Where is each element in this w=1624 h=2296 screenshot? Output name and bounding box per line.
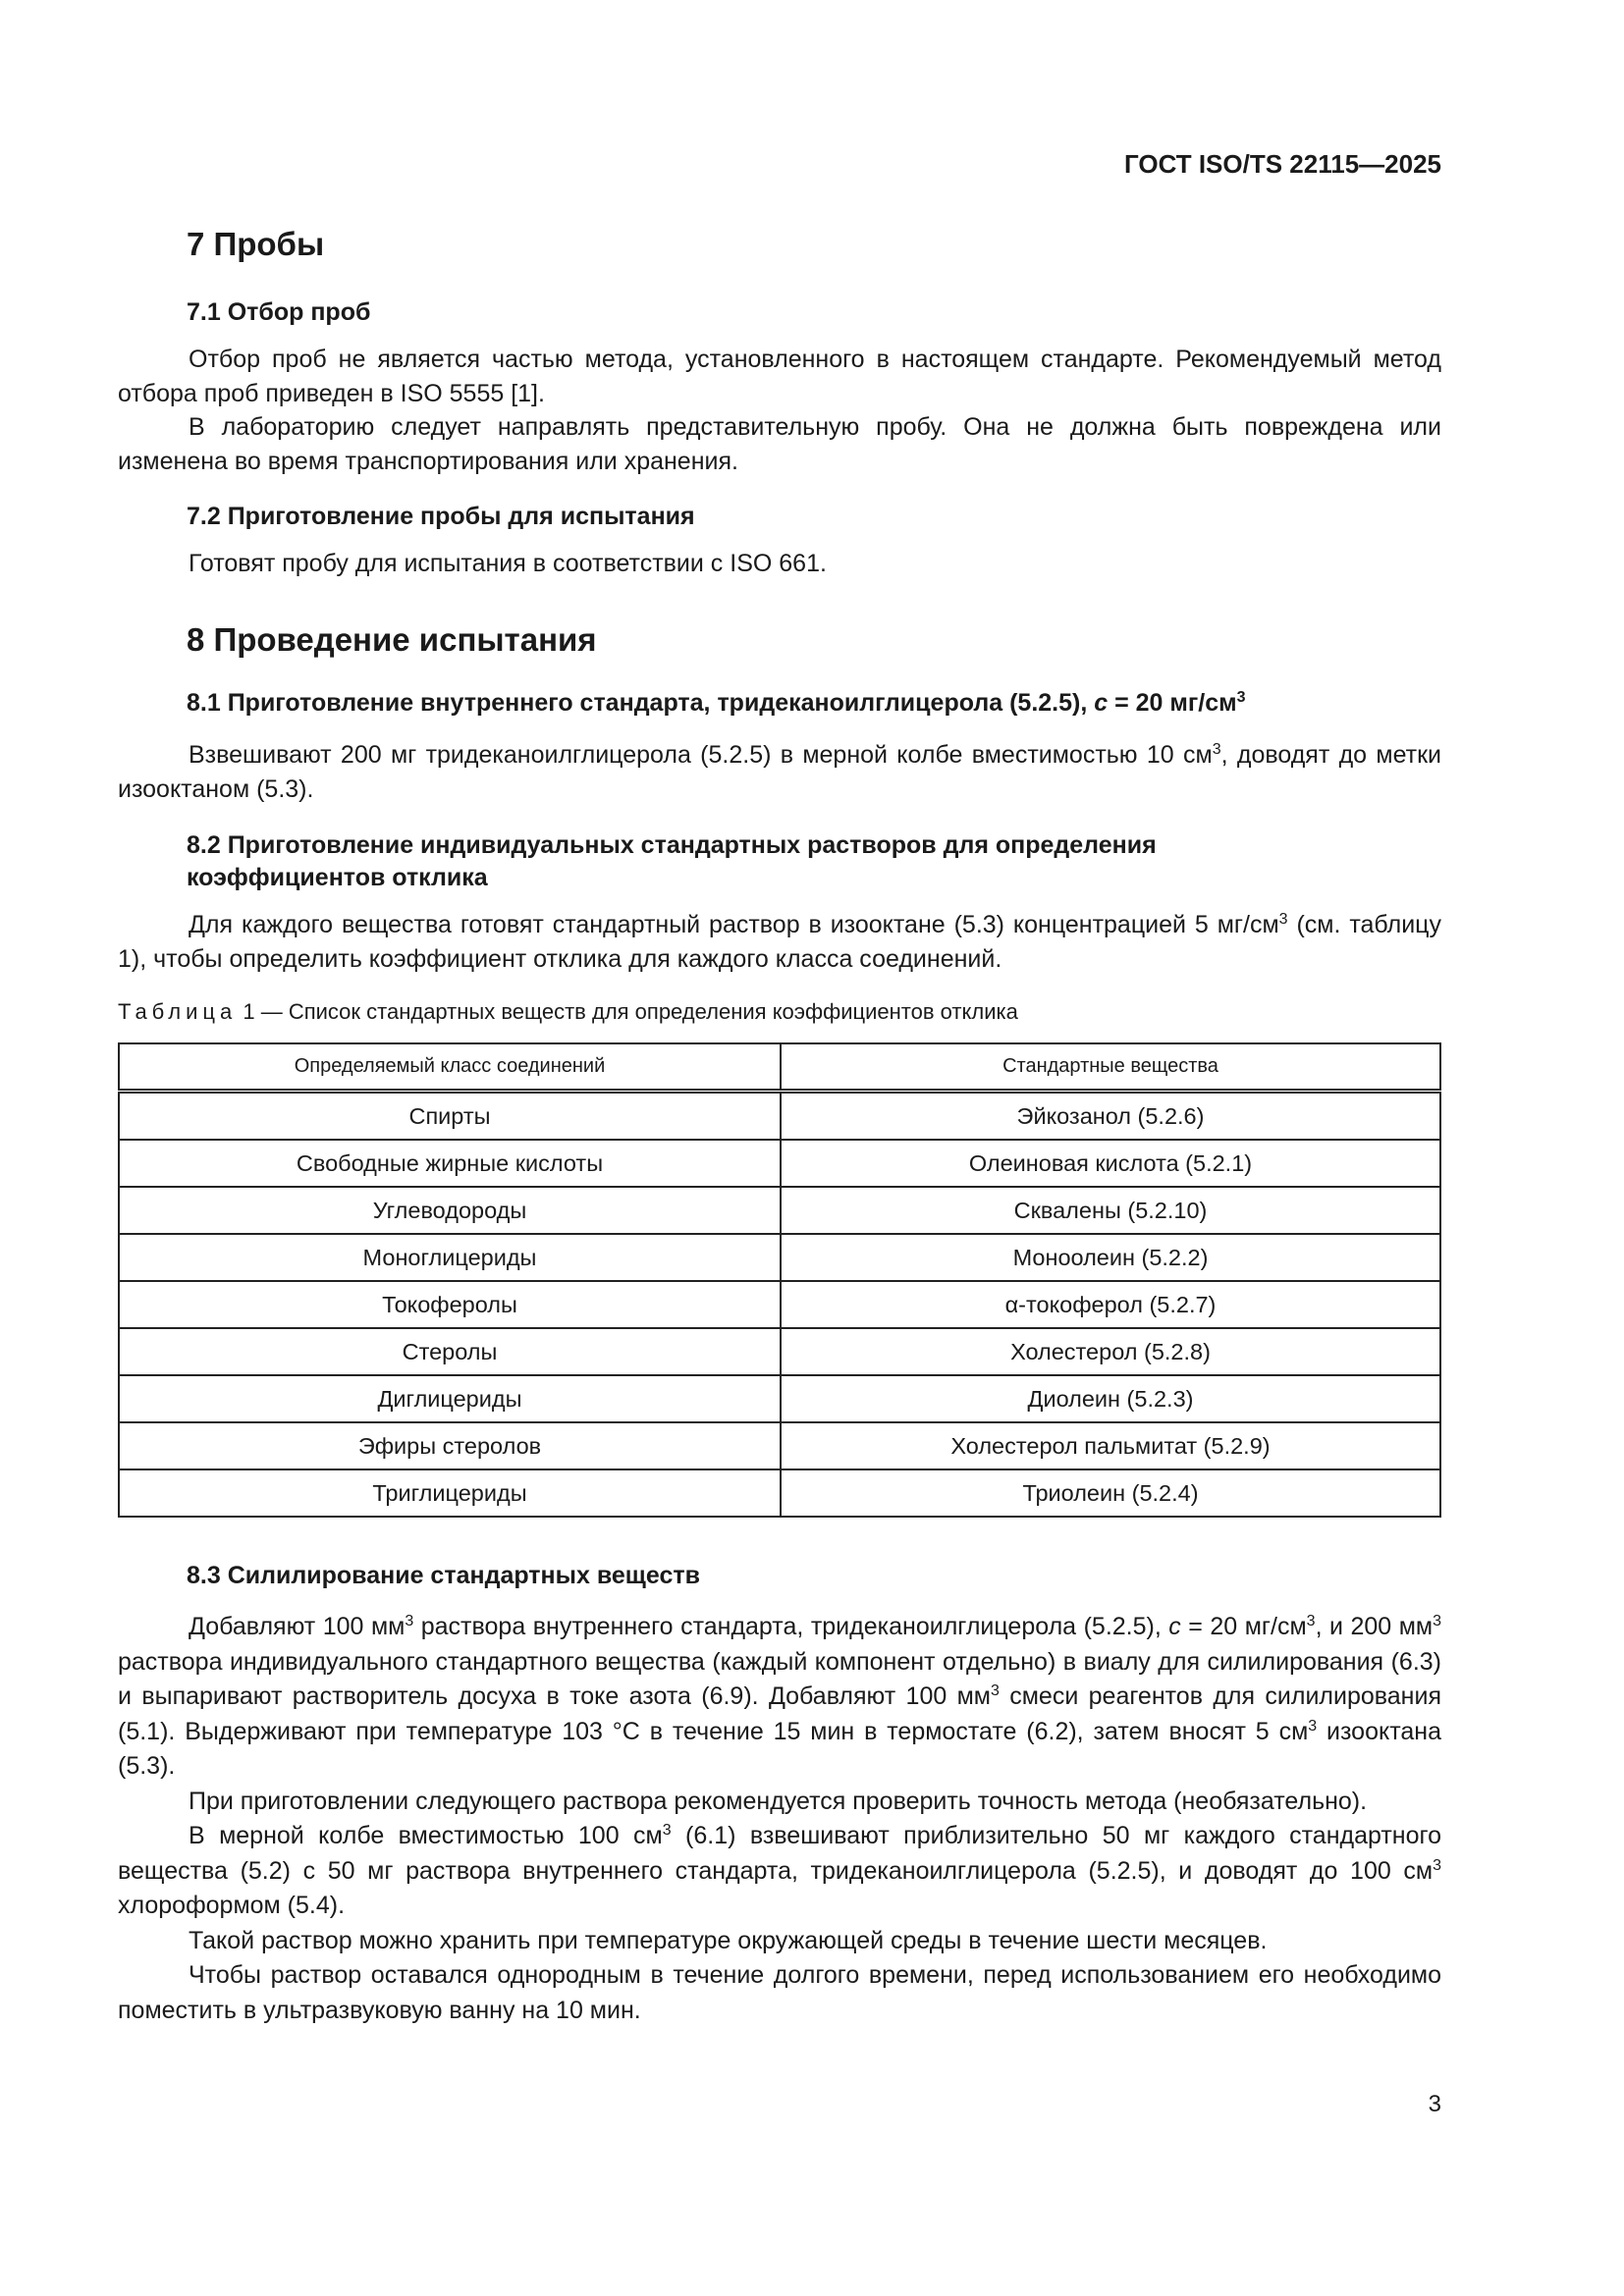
- section-7-1-title: 7.1 Отбор проб: [187, 298, 371, 326]
- section-8-title: 8 Проведение испытания: [187, 621, 597, 658]
- table-row: [119, 1469, 1440, 1517]
- paragraph: Для каждого вещества готовят стандартный раствор в изооктане (5.3) концентрацией 5 $мг/см^3$ (см. таблицу 1), чтобы определить коэффициент отклика для каждого класса соединений.: [118, 911, 1441, 973]
- section-7-2-text: [118, 547, 1441, 581]
- section-7-1-text: [118, 343, 1441, 478]
- compound-class-cell: Эфиры стеролов: [119, 1422, 781, 1469]
- compound-class-cell: Диглицериды: [119, 1375, 781, 1422]
- section-8-2-text: [118, 908, 1441, 976]
- compound-class-cell: Стеролы: [119, 1328, 781, 1375]
- italic-symbol: c: [1168, 1613, 1181, 1640]
- section-7-2-title: 7.2 Приготовление пробы для испытания: [187, 503, 695, 530]
- table-row: [119, 1092, 1440, 1141]
- page-number: 3: [1428, 2091, 1441, 2117]
- table-caption: [118, 999, 1018, 1025]
- compound-class-cell: Моноглицериды: [119, 1234, 781, 1281]
- standard-substance-cell: Эйкозанол (5.2.6): [781, 1092, 1440, 1141]
- superscript: 3: [990, 1682, 1000, 1699]
- table-row: [119, 1375, 1440, 1422]
- standard-substance-cell: Диолеин (5.2.3): [781, 1375, 1440, 1422]
- standard-substance-cell: Моноолеин (5.2.2): [781, 1234, 1440, 1281]
- standard-substance-cell: Сквалены (5.2.10): [781, 1187, 1440, 1234]
- paragraph: Такой раствор можно хранить при температуре окружающей среды в течение шести месяцев.: [189, 1926, 1268, 1954]
- table-header-row: [119, 1043, 1440, 1092]
- superscript: 3: [1433, 1613, 1441, 1629]
- paragraph: При приготовлении следующего раствора рекомендуется проверить точность метода (необязательно).: [189, 1787, 1368, 1815]
- italic-symbol: c: [1094, 689, 1109, 717]
- table-caption-text: 1 — Список стандартных веществ для определения коэффициентов отклика: [237, 999, 1018, 1024]
- standard-substance-cell: Холестерол пальмитат (5.2.9): [781, 1422, 1440, 1469]
- paragraph: Чтобы раствор оставался однородным в течение долгого времени, перед использованием его необходимо поместить в ультразвуковую ванну на 10 мин.: [118, 1961, 1441, 2024]
- paragraph: Добавляют 100 $мм^3$ раствора внутреннего стандарта, тридеканоилглицерола (5.2.5), c = 20 $мг/см^3$, и 200 $мм^3$ раствора индивидуального стандартного вещества (каждый компонент отдельно) в виалу для силилирования (6.3) и выпаривают растворитель досуха в токе азота (6.9). Добавляют 100 $мм^3$ смеси реагентов для силилирования (5.1). Выдерживают при температуре 103 °С в течение 15 мин в термостате (6.2), затем вносят 5 $см^3$ изооктана (5.3).: [118, 1613, 1441, 1780]
- section-8-3-title: 8.3 Силилирование стандартных веществ: [187, 1562, 700, 1589]
- compound-class-cell: Триглицериды: [119, 1469, 781, 1517]
- paragraph: Взвешивают 200 мг тридеканоилглицерола (5.2.5) в мерной колбе вместимостью 10 $см^3$, доводят до метки изооктаном (5.3).: [118, 741, 1442, 803]
- table-row: [119, 1328, 1440, 1375]
- standards-table: [118, 1042, 1441, 1518]
- standard-substance-cell: Триолеин (5.2.4): [781, 1469, 1440, 1517]
- paragraph: Готовят пробу для испытания в соответствии с ISO 661.: [189, 550, 827, 577]
- section-8-1-text: [118, 738, 1441, 806]
- superscript: 3: [662, 1822, 672, 1839]
- standard-substance-cell: Холестерол (5.2.8): [781, 1328, 1440, 1375]
- section-8-1-title: 8.1 Приготовление внутреннего стандарта, тридеканоилглицерола (5.2.5), c = 20 $мг/см^3$: [187, 689, 1246, 717]
- superscript: 3: [1212, 741, 1221, 758]
- table-caption-label: Таблица: [118, 999, 238, 1024]
- compound-class-cell: Свободные жирные кислоты: [119, 1140, 781, 1187]
- document-header: ГОСТ ISO/TS 22115—2025: [1123, 149, 1441, 179]
- standard-substance-cell: α-токоферол (5.2.7): [781, 1281, 1440, 1328]
- table-row: [119, 1187, 1440, 1234]
- table-row: [119, 1422, 1440, 1469]
- compound-class-cell: Токоферолы: [119, 1281, 781, 1328]
- section-7-title: 7 Пробы: [187, 226, 325, 262]
- compound-class-cell: Углеводороды: [119, 1187, 781, 1234]
- table-row: [119, 1140, 1440, 1187]
- section-8-2-title: 8.2 Приготовление индивидуальных стандартных растворов для определения коэффициентов отклика: [187, 831, 1157, 891]
- table-header-cell: Стандартные вещества: [781, 1043, 1440, 1092]
- superscript: 3: [1308, 1717, 1318, 1735]
- compound-class-cell: Спирты: [119, 1092, 781, 1141]
- standard-substance-cell: Олеиновая кислота (5.2.1): [781, 1140, 1440, 1187]
- superscript: 3: [1306, 1613, 1316, 1629]
- paragraph: Отбор проб не является частью метода, установленного в настоящем стандарте. Рекомендуемый метод отбора проб приведен в ISO 5555 [1].: [118, 346, 1441, 407]
- table-row: [119, 1281, 1440, 1328]
- table-header-cell: Определяемый класс соединений: [119, 1043, 781, 1092]
- superscript: 3: [405, 1613, 414, 1629]
- superscript: 3: [1278, 911, 1288, 928]
- paragraph: В лабораторию следует направлять представительную пробу. Она не должна быть повреждена или изменена во время транспортирования или хранения.: [118, 413, 1441, 475]
- superscript: 3: [1433, 1856, 1441, 1874]
- superscript: 3: [1236, 689, 1246, 706]
- paragraph: В мерной колбе вместимостью 100 $см^3$ (6.1) взвешивают приблизительно 50 мг каждого стандартного вещества (5.2) с 50 мг раствора внутреннего стандарта, тридеканоилглицерола (5.2.5), и доводят до 100 $см^3$ хлороформом (5.4).: [118, 1822, 1441, 1919]
- table-row: [119, 1234, 1440, 1281]
- section-8-3-text: [118, 1610, 1441, 2028]
